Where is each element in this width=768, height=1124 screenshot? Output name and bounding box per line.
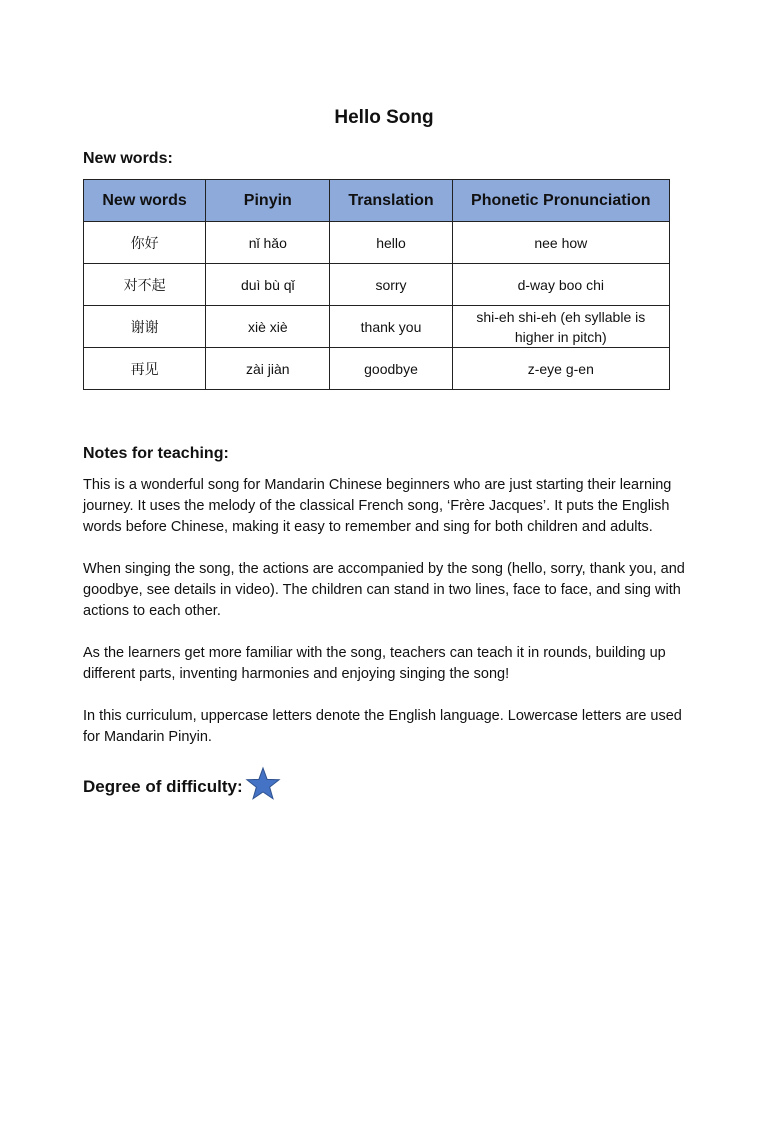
- cell-translation: thank you: [330, 306, 452, 348]
- cell-translation: goodbye: [330, 348, 452, 390]
- cell-phonetic: z-eye g-en: [452, 348, 669, 390]
- cell-phonetic: nee how: [452, 222, 669, 264]
- table-header-row: [84, 180, 670, 222]
- table-row: [84, 348, 670, 390]
- notes-paragraph: In this curriculum, uppercase letters denote the English language. Lowercase letters are used for Mandarin Pinyin.: [83, 708, 682, 745]
- table-row: [84, 306, 670, 348]
- teaching-notes: [83, 475, 689, 769]
- difficulty-stars: [243, 766, 281, 807]
- cell-pinyin: nǐ hǎo: [206, 222, 330, 264]
- vocabulary-table: [83, 179, 670, 390]
- new-words-heading: New words:: [83, 150, 173, 167]
- cell-chinese: 再见: [84, 348, 206, 390]
- cell-pinyin: xiè xiè: [206, 306, 330, 348]
- cell-translation: sorry: [330, 264, 452, 306]
- notes-paragraph: As the learners get more familiar with the song, teachers can teach it in rounds, building up different parts, inventing harmonies and enjoying singing the song!: [83, 645, 666, 682]
- cell-phonetic: shi-eh shi-eh (eh syllable is higher in pitch): [452, 306, 669, 348]
- table-row: [84, 264, 670, 306]
- table-row: [84, 222, 670, 264]
- page-title: Hello Song: [334, 107, 434, 128]
- cell-chinese: 你好: [84, 222, 206, 264]
- notes-paragraph: When singing the song, the actions are accompanied by the song (hello, sorry, thank you, and goodbye, see details in video). The children can stand in two lines, face to face, and sing with actions to each other.: [83, 561, 685, 619]
- header-new-words: New words: [84, 180, 206, 222]
- header-translation: Translation: [330, 180, 452, 222]
- header-phonetic-pronunciation: Phonetic Pronunciation: [452, 180, 669, 222]
- star-icon: [245, 766, 281, 802]
- cell-pinyin: duì bù qǐ: [206, 264, 330, 306]
- cell-chinese: 谢谢: [84, 306, 206, 348]
- notes-heading: Notes for teaching:: [83, 445, 229, 462]
- cell-phonetic: d-way boo chi: [452, 264, 669, 306]
- cell-pinyin: zài jiàn: [206, 348, 330, 390]
- difficulty-rating: [83, 766, 281, 807]
- notes-paragraph: This is a wonderful song for Mandarin Chinese beginners who are just starting their learning journey. It uses the melody of the classical French song, ‘Frère Jacques’. It puts the English words before Chinese, making it easy to remember and sing for both children and adults.: [83, 477, 672, 535]
- header-pinyin: Pinyin: [206, 180, 330, 222]
- cell-translation: hello: [330, 222, 452, 264]
- cell-chinese: 对不起: [84, 264, 206, 306]
- difficulty-label: Degree of difficulty:: [83, 776, 243, 796]
